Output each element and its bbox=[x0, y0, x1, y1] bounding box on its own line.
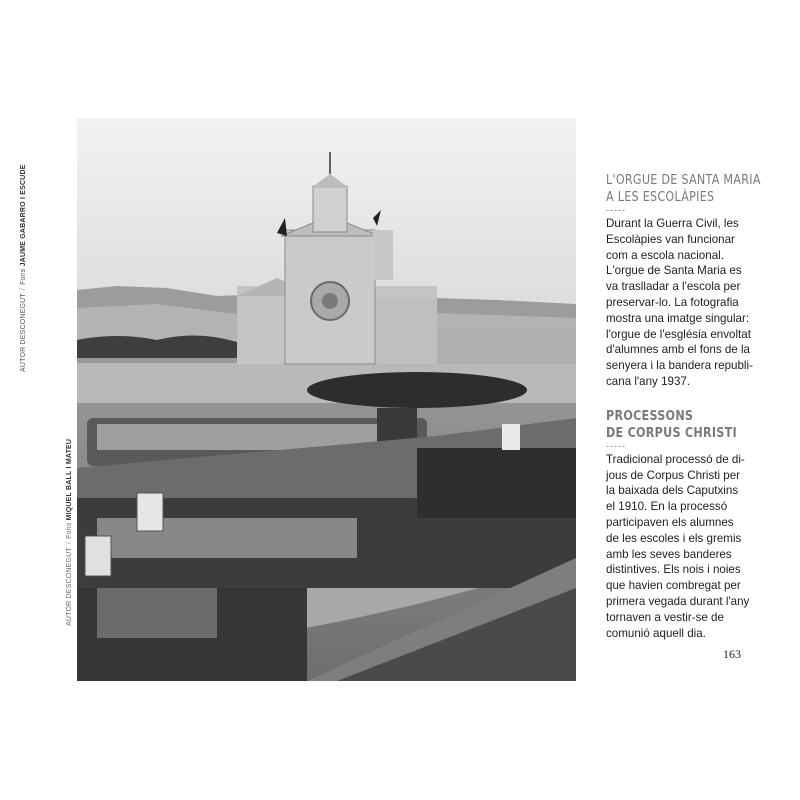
photo-credit-inner bbox=[66, 439, 73, 626]
section-body: Durant la Guerra Civil, les Escolàpies van funcionar com a escola nacional. L'orgue de Santa Maria es va traslladar a l'escola per preservar-lo. La fotografia mostra una imatge singular: l'orgue de l'església envoltat d'alumnes amb el fons de la senyera i la bandera republi- cana l'any 1937. bbox=[606, 217, 753, 388]
heading-line: A LES ESCOLÀPIES bbox=[606, 190, 715, 205]
credit-author: AUTOR DESCONEGUT bbox=[20, 293, 27, 372]
historic-photograph bbox=[77, 118, 576, 681]
credit-fons-label: Fons bbox=[66, 522, 73, 539]
credit-separator: / bbox=[20, 287, 27, 291]
page-number: 163 bbox=[723, 647, 741, 661]
heading-line: PROCESSONS bbox=[606, 408, 694, 424]
section-heading bbox=[606, 172, 761, 206]
section-heading bbox=[606, 408, 737, 442]
heading-line: DE CORPUS CHRISTI bbox=[606, 425, 737, 441]
section-corpus bbox=[606, 408, 754, 642]
section-spacer bbox=[606, 390, 754, 408]
heading-line: L'ORGUE DE SANTA MARIA bbox=[606, 173, 761, 188]
credit-owner: MIQUEL BALL I MATEU bbox=[66, 438, 73, 521]
banner bbox=[137, 493, 163, 531]
section-orgue bbox=[606, 172, 761, 390]
heading-separator: ----- bbox=[606, 440, 626, 451]
heading-separator: ----- bbox=[606, 205, 626, 215]
banner bbox=[85, 536, 111, 576]
credit-separator: / bbox=[66, 541, 73, 545]
photo-credit-outer bbox=[20, 164, 27, 372]
credit-author: AUTOR DESCONEGUT bbox=[66, 547, 73, 626]
photograph-illustration bbox=[77, 118, 576, 681]
caption-column bbox=[606, 172, 761, 641]
credit-owner: JAUME GABARRO I ESCUDE bbox=[20, 164, 27, 267]
tree-canopy bbox=[307, 372, 527, 408]
credit-fons-label: Fons bbox=[20, 268, 27, 285]
banner bbox=[502, 424, 520, 450]
section-body: Tradicional processó de di- jous de Corpus Christi per la baixada dels Caputxins el 1910. En la processó participaven els alumnes de les escoles i els gremis amb les seves banderes distintives. Els nois i noies que havien combregat per primera vegada durant l'any tornaven a vestir-se de comunió aquell dia. bbox=[606, 452, 750, 640]
